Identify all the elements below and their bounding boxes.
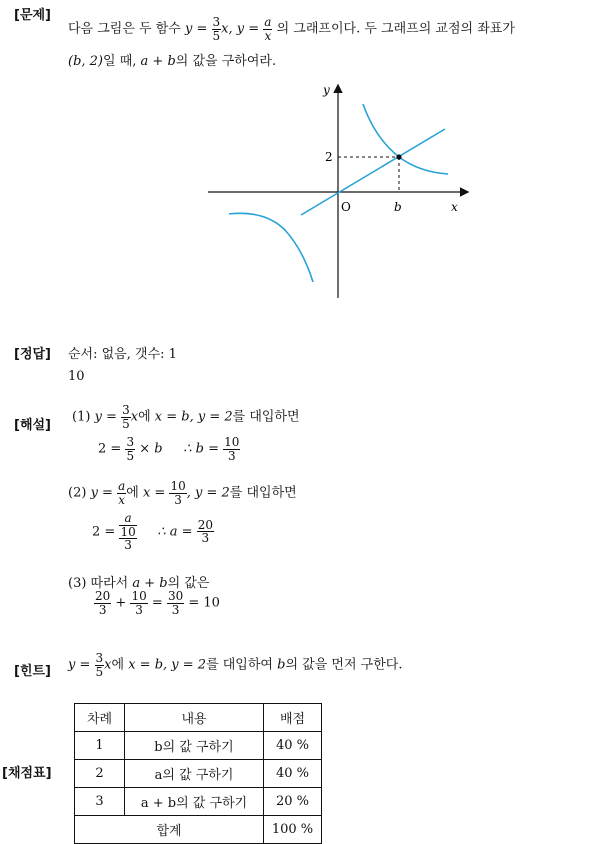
s1-fraction (121, 404, 131, 430)
intersection-point (396, 154, 401, 159)
solution-step-1b (98, 436, 240, 462)
s2-end: 를 대입하면 (229, 485, 297, 501)
s1-var: x (130, 409, 139, 425)
s3-end: 의 값은 (167, 576, 210, 591)
hint-den: 5 (95, 664, 104, 679)
s2-fraction (117, 480, 126, 506)
hint-var: x (104, 657, 112, 673)
hyperbola-branch-1 (363, 104, 448, 174)
s3-pre: (3) 따라서 (68, 576, 129, 591)
problem-line2-text: 일 때, (103, 54, 137, 69)
s1-den: 5 (122, 416, 130, 431)
row-order: 1 (75, 732, 125, 760)
fn1-var: x, (221, 21, 233, 37)
s1-end: 를 대입하면 (232, 409, 300, 425)
y-axis-label: y (323, 83, 330, 97)
function-graph (205, 80, 475, 302)
s1b-fraction (125, 436, 135, 462)
scoring-label: [채점표] (2, 766, 52, 781)
s2b-rden: 3 (201, 531, 210, 546)
solution-step-2b (92, 512, 214, 552)
table-total-row (75, 816, 322, 844)
row-order: 3 (75, 788, 125, 816)
s2b-therefore: ∴ a = (157, 524, 193, 540)
problem-intro: 다음 그림은 두 함수 (68, 21, 181, 37)
s1b-rden: 3 (227, 448, 236, 463)
problem-line-1 (68, 16, 515, 42)
s2-den: x (118, 492, 126, 507)
s1-lhs: y = (94, 409, 117, 425)
answer-value: 10 (68, 369, 85, 384)
hint-lhs: y = (68, 657, 91, 673)
s1b-den: 5 (126, 448, 135, 463)
table-row (75, 760, 322, 788)
s3b-n3: 30 (167, 589, 184, 603)
hint-sub: x = b, y = 2 (128, 657, 207, 673)
point-coord: (b, 2) (68, 54, 104, 69)
s3b-d3: 3 (171, 602, 180, 617)
row-content: a의 값 구하기 (125, 760, 264, 788)
row-points: 20 % (264, 788, 322, 816)
s3b-d2: 3 (135, 602, 143, 617)
row-points: 40 % (264, 732, 322, 760)
s2-pre: (2) (68, 485, 87, 501)
s1b-num: 3 (126, 435, 135, 449)
scoring-table (74, 703, 322, 844)
row-points: 40 % (264, 760, 322, 788)
y-tick-label: 2 (325, 150, 333, 164)
s2b-complex-fraction (119, 512, 136, 552)
s1-sub: x = b, y = 2 (154, 409, 233, 425)
s3b-frac1 (94, 590, 111, 616)
hint-end: 의 값을 먼저 구한다. (285, 657, 403, 673)
total-points: 100 % (264, 816, 322, 844)
hint-fraction (95, 652, 105, 678)
s3b-result: = 10 (188, 595, 220, 611)
hint-mid: 에 (111, 657, 125, 673)
table-row (75, 788, 322, 816)
header-content: 내용 (125, 704, 264, 732)
fn2-den: x (264, 28, 272, 43)
s1-pre: (1) (72, 409, 91, 425)
s3b-frac3 (167, 590, 184, 616)
s2b-inner-den: 3 (124, 538, 132, 553)
s2-sub-den: 3 (174, 492, 182, 507)
fn1-fraction (212, 16, 222, 42)
x-axis-label: x (451, 200, 458, 214)
s3b-frac2 (130, 590, 147, 616)
row-content: a + b의 값 구하기 (125, 788, 264, 816)
hint-num: 3 (95, 651, 104, 665)
problem-expr: a + b (140, 54, 176, 69)
s3b-d1: 3 (98, 602, 107, 617)
s3b-n2: 10 (131, 589, 147, 603)
fn2-num: a (264, 15, 272, 29)
header-points: 배점 (264, 704, 322, 732)
s3-expr: a + b (132, 576, 168, 591)
answer-label: [정답] (14, 347, 51, 362)
fn2-lhs: y = (236, 21, 260, 37)
fn1-num: 3 (212, 15, 221, 29)
s2b-inner-fraction (119, 526, 136, 552)
s1b-lhs: 2 = (98, 441, 122, 457)
s3b-n1: 20 (95, 589, 111, 603)
s2b-result-fraction (197, 519, 214, 545)
s1b-rnum: 10 (224, 435, 240, 449)
linear-function-line (301, 129, 445, 215)
table-header-row (75, 704, 322, 732)
s2-sub-num: 10 (170, 479, 186, 493)
hint-mid2: 를 대입하여 (206, 657, 273, 673)
s2b-num: a (119, 512, 136, 526)
hint-label: [힌트] (14, 664, 51, 679)
origin-label: O (341, 200, 351, 214)
fn2-fraction (263, 16, 272, 42)
s2-mid: 에 (126, 485, 139, 501)
s1-num: 3 (122, 403, 130, 417)
s1b-therefore: ∴ b = (183, 441, 219, 457)
s2-sub-rest: , y = 2 (186, 485, 230, 501)
s1b-result-fraction (223, 436, 240, 462)
total-label: 합계 (75, 816, 264, 844)
s2b-lhs: 2 = (92, 524, 116, 540)
s2b-inner (119, 526, 136, 552)
solution-step-3b (94, 590, 220, 616)
s1b-times: × b (139, 441, 163, 457)
answer-meta: 순서: 없음, 갯수: 1 (68, 347, 177, 362)
problem-line-2 (68, 50, 276, 69)
problem-label: [문제] (14, 8, 51, 23)
s2b-inner-num: 10 (120, 524, 136, 539)
s2-lhs: y = (90, 485, 113, 501)
row-order: 2 (75, 760, 125, 788)
fn1-lhs: y = (185, 21, 208, 37)
problem-line2-end: 의 값을 구하여라. (175, 54, 277, 69)
hyperbola-branch-2 (229, 213, 313, 282)
s1-mid: 에 (138, 409, 151, 425)
s3b-eq: = (151, 595, 163, 611)
hint-bvar: b (277, 657, 286, 673)
s2b-rnum: 20 (197, 517, 213, 532)
s2-num: a (118, 479, 126, 493)
solution-step-2 (68, 480, 297, 506)
table-row (75, 732, 322, 760)
x-tick-label: b (394, 200, 402, 214)
problem-intro-end: 의 그래프이다. 두 그래프의 교점의 좌표가 (276, 21, 515, 37)
header-order: 차례 (75, 704, 125, 732)
s3b-plus: + (115, 595, 127, 611)
s2-sub-lhs: x = (142, 485, 166, 501)
hint-text (68, 652, 402, 678)
row-content: b의 값 구하기 (125, 732, 264, 760)
solution-label: [해설] (14, 418, 51, 433)
solution-step-1 (72, 404, 300, 430)
s2-sub-fraction (169, 480, 186, 506)
fn1-den: 5 (212, 28, 221, 43)
